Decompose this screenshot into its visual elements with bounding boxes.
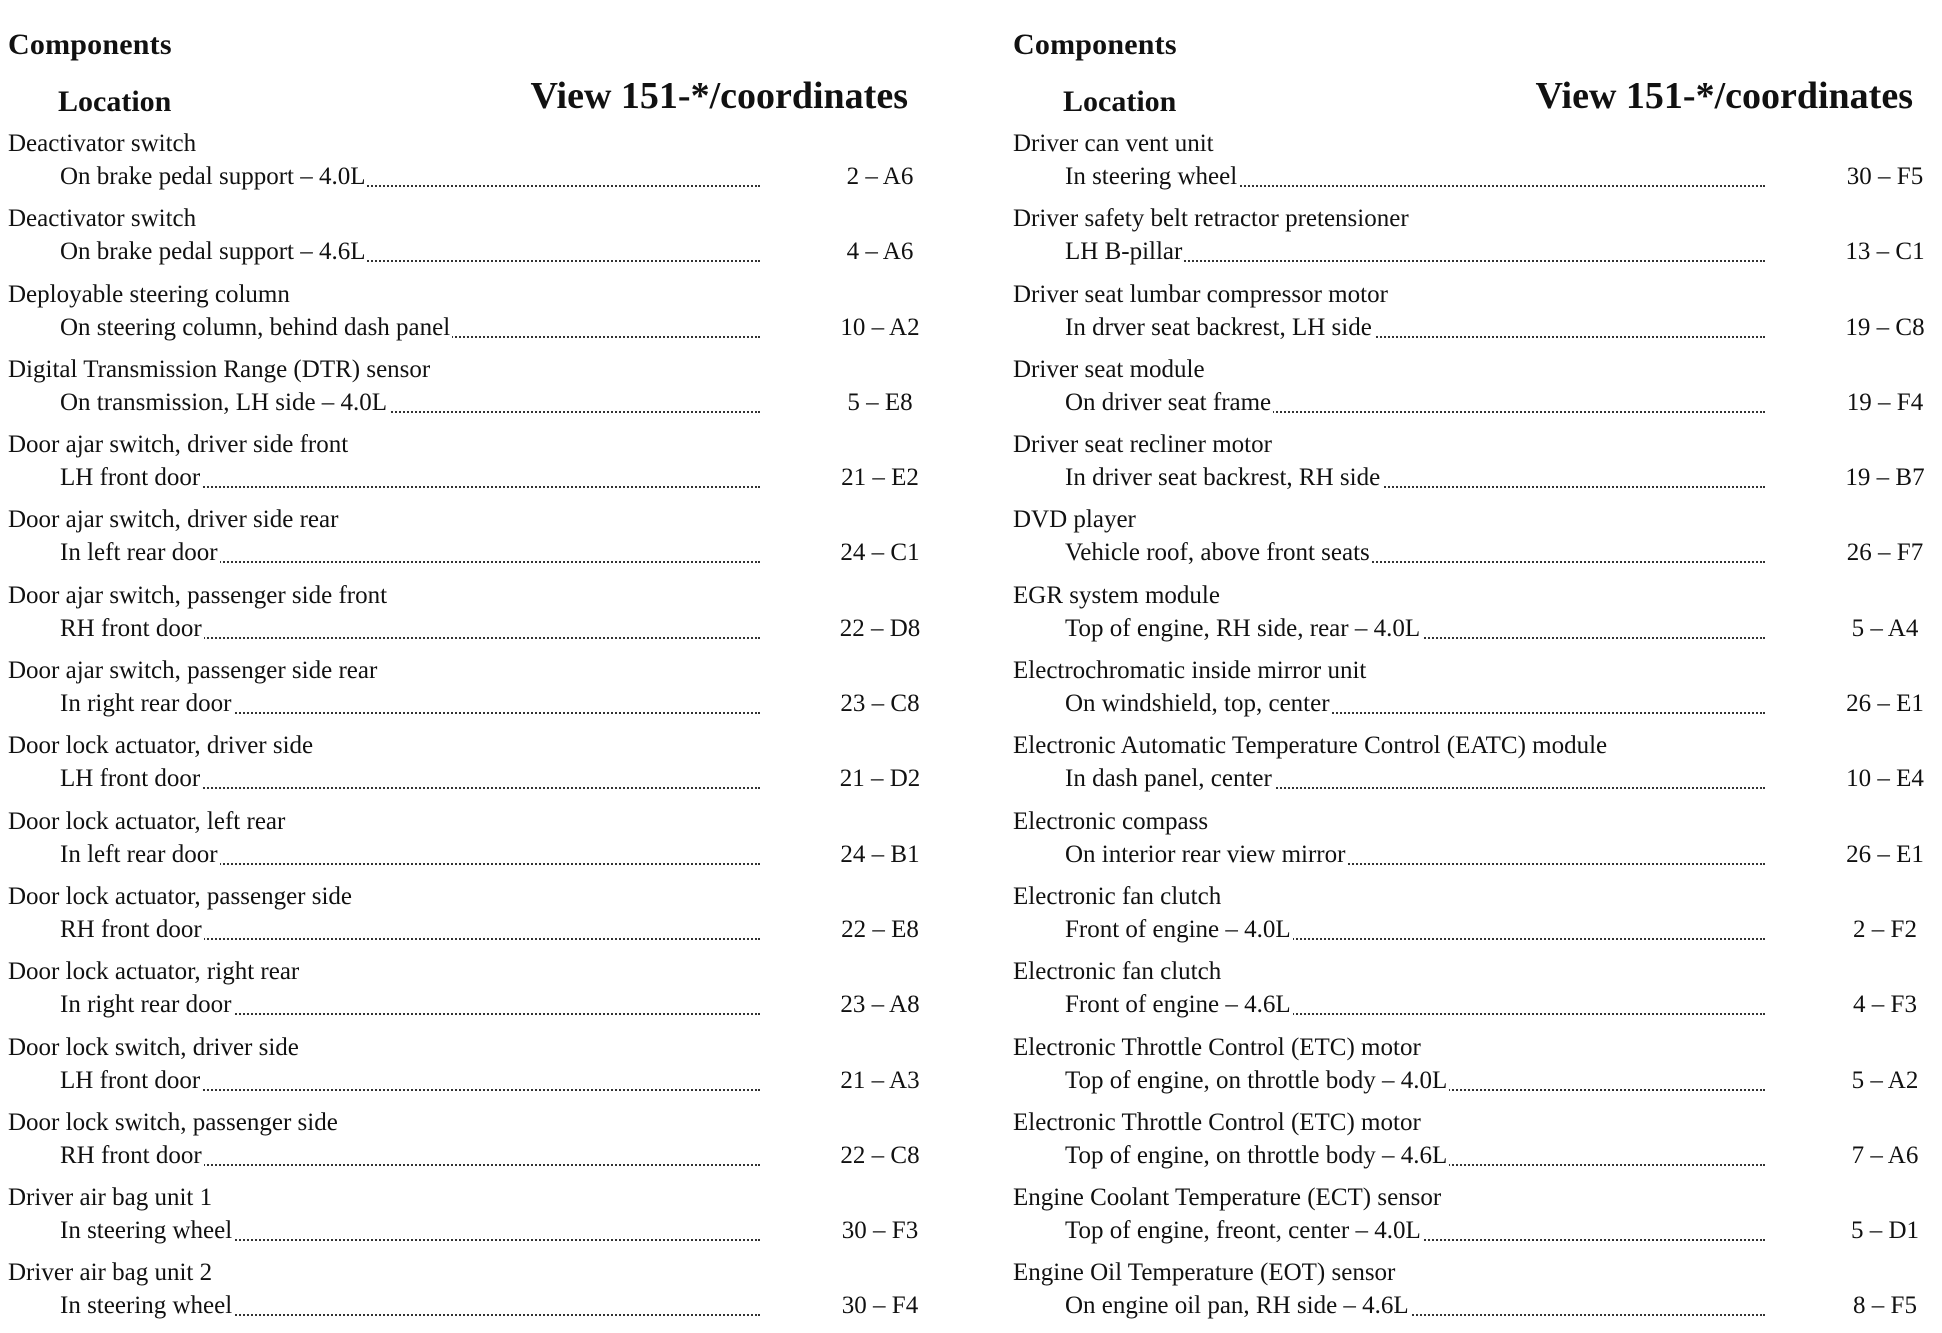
component-entry — [8, 1257, 948, 1332]
component-location-line — [60, 615, 760, 647]
view-coordinate: 21 – D2 — [839, 765, 921, 793]
component-entry — [1013, 429, 1942, 504]
component-location-line — [1065, 765, 1765, 797]
view-coordinate: 22 – D8 — [839, 614, 921, 642]
view-coordinate: 22 – C8 — [840, 1141, 920, 1169]
view-coordinate: 21 – A3 — [840, 1066, 920, 1094]
component-entry — [8, 881, 948, 956]
component-name: Electronic compass — [1013, 807, 1209, 835]
component-location-line — [60, 690, 760, 722]
component-entry — [1013, 730, 1942, 805]
component-name: Engine Oil Temperature (EOT) sensor — [1013, 1259, 1396, 1287]
component-entry — [8, 956, 948, 1031]
component-name: Electronic Throttle Control (ETC) motor — [1013, 1033, 1421, 1061]
section-title: Components — [8, 28, 172, 61]
component-entry — [1013, 655, 1942, 730]
component-location: Top of engine, on throttle body – 4.6L — [1065, 1141, 1448, 1169]
component-entry — [8, 354, 948, 429]
component-name: Door lock actuator, driver side — [8, 732, 314, 760]
component-entry — [1013, 279, 1942, 354]
component-name: Door ajar switch, driver side front — [8, 431, 349, 459]
component-location: On transmission, LH side – 4.0L — [60, 388, 388, 416]
component-location: In dash panel, center — [1065, 765, 1272, 793]
component-location-line — [60, 916, 760, 948]
component-entry — [8, 1182, 948, 1257]
component-location-line — [1065, 1292, 1765, 1324]
component-location: In steering wheel — [60, 1217, 233, 1245]
component-location-line — [60, 1142, 760, 1174]
component-entry — [1013, 580, 1942, 655]
component-entry — [1013, 1107, 1942, 1182]
component-name: Deactivator switch — [8, 130, 197, 157]
right-column — [1013, 0, 1942, 1328]
view-coordinate: 23 – A8 — [840, 991, 920, 1019]
component-location-line — [1065, 1217, 1765, 1249]
component-entry — [8, 806, 948, 881]
component-location-line — [60, 991, 760, 1023]
component-location: On driver seat frame — [1065, 388, 1272, 416]
component-location-line — [60, 1292, 760, 1324]
component-location-line — [60, 1217, 760, 1249]
component-entry — [1013, 806, 1942, 881]
view-coordinate: 8 – F5 — [1853, 1292, 1917, 1320]
component-entry — [1013, 1032, 1942, 1107]
component-entry — [8, 1107, 948, 1182]
view-coordinate: 10 – E4 — [1846, 765, 1924, 793]
component-location: Front of engine – 4.0L — [1065, 915, 1291, 943]
view-coordinate: 19 – F4 — [1846, 388, 1924, 416]
component-location-line — [60, 765, 760, 797]
component-name: Door lock actuator, passenger side — [8, 882, 353, 910]
component-entry — [8, 1032, 948, 1107]
location-header: Location — [58, 85, 172, 118]
component-location-line — [1065, 314, 1765, 346]
view-coordinate: 26 – F7 — [1846, 539, 1924, 567]
component-entry — [1013, 956, 1942, 1031]
component-name: Electrochromatic inside mirror unit — [1013, 657, 1367, 685]
component-location-line — [60, 389, 760, 421]
component-location: In left rear door — [60, 539, 218, 567]
component-location: On windshield, top, center — [1065, 690, 1330, 718]
view-coordinate: 21 – E2 — [841, 464, 919, 492]
component-name: Door ajar switch, passenger side front — [8, 581, 388, 609]
section-title: Components — [1013, 28, 1177, 61]
component-location: RH front door — [60, 614, 202, 642]
component-location-line — [1065, 238, 1765, 270]
component-location-line — [60, 163, 760, 195]
view-coordinates-header: View 151-*/coordinates — [530, 75, 908, 117]
component-entry — [1013, 881, 1942, 956]
component-entry — [8, 655, 948, 730]
component-location: On engine oil pan, RH side – 4.6L — [1065, 1292, 1409, 1320]
component-location-line — [60, 314, 760, 346]
component-name: Driver seat lumbar compressor motor — [1013, 280, 1388, 308]
view-coordinate: 19 – C8 — [1845, 313, 1925, 341]
view-coordinate: 4 – F3 — [1853, 991, 1917, 1019]
component-location: RH front door — [60, 1141, 202, 1169]
component-name: Door lock actuator, right rear — [8, 958, 300, 986]
component-entry — [1013, 1257, 1942, 1332]
component-location: Top of engine, freont, center – 4.0L — [1065, 1217, 1421, 1245]
view-coordinate: 5 – A4 — [1851, 614, 1919, 642]
component-location: LH B-pillar — [1065, 238, 1183, 266]
component-entry — [1013, 504, 1942, 579]
view-coordinate: 22 – E8 — [841, 915, 919, 943]
component-list — [8, 128, 948, 1333]
component-location: On brake pedal support – 4.0L — [60, 163, 366, 190]
component-entry — [8, 203, 948, 278]
component-location-line — [1065, 1142, 1765, 1174]
component-entry — [8, 279, 948, 354]
component-location-line — [1065, 389, 1765, 421]
component-entry — [1013, 128, 1942, 203]
component-location: Vehicle roof, above front seats — [1065, 539, 1370, 567]
left-column — [8, 0, 948, 1328]
component-location-line — [60, 539, 760, 571]
component-location: In right rear door — [60, 991, 232, 1019]
location-header: Location — [1063, 85, 1177, 118]
view-coordinate: 2 – A6 — [846, 163, 914, 190]
view-coordinate: 30 – F5 — [1846, 163, 1924, 190]
component-name: Driver air bag unit 1 — [8, 1184, 213, 1212]
component-location: In drver seat backrest, LH side — [1065, 313, 1372, 341]
component-name: DVD player — [1013, 506, 1136, 534]
view-coordinate: 4 – A6 — [846, 238, 914, 266]
component-location-line — [1065, 1067, 1765, 1099]
view-coordinate: 24 – B1 — [840, 840, 920, 868]
component-location: Top of engine, RH side, rear – 4.0L — [1065, 614, 1421, 642]
view-coordinate: 26 – E1 — [1846, 690, 1924, 718]
component-entry — [8, 429, 948, 504]
component-name: Driver seat module — [1013, 355, 1205, 383]
component-name: Electronic fan clutch — [1013, 882, 1222, 910]
component-entry — [1013, 203, 1942, 278]
component-location: In steering wheel — [60, 1292, 233, 1320]
component-name: Electronic fan clutch — [1013, 958, 1222, 986]
component-location: RH front door — [60, 915, 202, 943]
view-coordinate: 5 – E8 — [847, 388, 913, 416]
component-location: In left rear door — [60, 840, 218, 868]
component-location-line — [1065, 539, 1765, 571]
component-name: Electronic Automatic Temperature Control (EATC) module — [1013, 732, 1608, 760]
component-location: In driver seat backrest, RH side — [1065, 464, 1381, 492]
component-entry — [1013, 354, 1942, 429]
component-name: Driver air bag unit 2 — [8, 1259, 213, 1287]
component-name: Door ajar switch, passenger side rear — [8, 657, 378, 685]
component-location-line — [1065, 615, 1765, 647]
component-name: Door lock switch, passenger side — [8, 1108, 338, 1136]
component-name: Driver safety belt retractor pretensioner — [1013, 205, 1409, 233]
component-location: In steering wheel — [1065, 163, 1238, 190]
component-location: In right rear door — [60, 690, 232, 718]
component-name: Door lock actuator, left rear — [8, 807, 286, 835]
component-location-line — [60, 841, 760, 873]
view-coordinate: 13 – C1 — [1845, 238, 1925, 266]
component-name: Door lock switch, driver side — [8, 1033, 299, 1061]
component-location: LH front door — [60, 464, 201, 492]
view-coordinate: 30 – F3 — [841, 1217, 919, 1245]
component-name: Engine Coolant Temperature (ECT) sensor — [1013, 1184, 1442, 1212]
component-name: Deactivator switch — [8, 205, 197, 233]
view-coordinate: 24 – C1 — [840, 539, 920, 567]
component-location-line — [1065, 690, 1765, 722]
component-entry — [1013, 1182, 1942, 1257]
view-coordinates-header: View 151-*/coordinates — [1535, 75, 1913, 117]
component-location: LH front door — [60, 1066, 201, 1094]
view-coordinate: 30 – F4 — [841, 1292, 919, 1320]
view-coordinate: 19 – B7 — [1845, 464, 1925, 492]
component-location-line — [1065, 163, 1765, 195]
view-coordinate: 10 – A2 — [840, 313, 920, 341]
view-coordinate: 23 – C8 — [840, 690, 920, 718]
component-location-line — [60, 1067, 760, 1099]
component-location: LH front door — [60, 765, 201, 793]
view-coordinate: 5 – D1 — [1850, 1217, 1920, 1245]
component-location: Top of engine, on throttle body – 4.0L — [1065, 1066, 1448, 1094]
component-location: On brake pedal support – 4.6L — [60, 238, 366, 266]
component-location-line — [1065, 991, 1765, 1023]
component-entry — [8, 504, 948, 579]
component-name: Deployable steering column — [8, 280, 290, 308]
component-name: Electronic Throttle Control (ETC) motor — [1013, 1108, 1421, 1136]
view-coordinate: 7 – A6 — [1851, 1141, 1919, 1169]
component-location-line — [1065, 841, 1765, 873]
component-entry — [8, 730, 948, 805]
component-location-line — [1065, 464, 1765, 496]
component-list — [1013, 128, 1942, 1333]
component-name: Driver seat recliner motor — [1013, 431, 1272, 459]
component-location: Front of engine – 4.6L — [1065, 991, 1291, 1019]
component-location: On steering column, behind dash panel — [60, 313, 451, 341]
component-name: Digital Transmission Range (DTR) sensor — [8, 355, 431, 383]
view-coordinate: 26 – E1 — [1846, 840, 1924, 868]
view-coordinate: 5 – A2 — [1851, 1066, 1919, 1094]
component-name: EGR system module — [1013, 581, 1220, 609]
component-location-line — [60, 464, 760, 496]
component-entry — [8, 128, 948, 203]
component-name: Door ajar switch, driver side rear — [8, 506, 339, 534]
component-entry — [8, 580, 948, 655]
component-name: Driver can vent unit — [1013, 130, 1214, 157]
component-location-line — [60, 238, 760, 270]
view-coordinate: 2 – F2 — [1853, 915, 1917, 943]
component-location: On interior rear view mirror — [1065, 840, 1346, 868]
component-location-line — [1065, 916, 1765, 948]
